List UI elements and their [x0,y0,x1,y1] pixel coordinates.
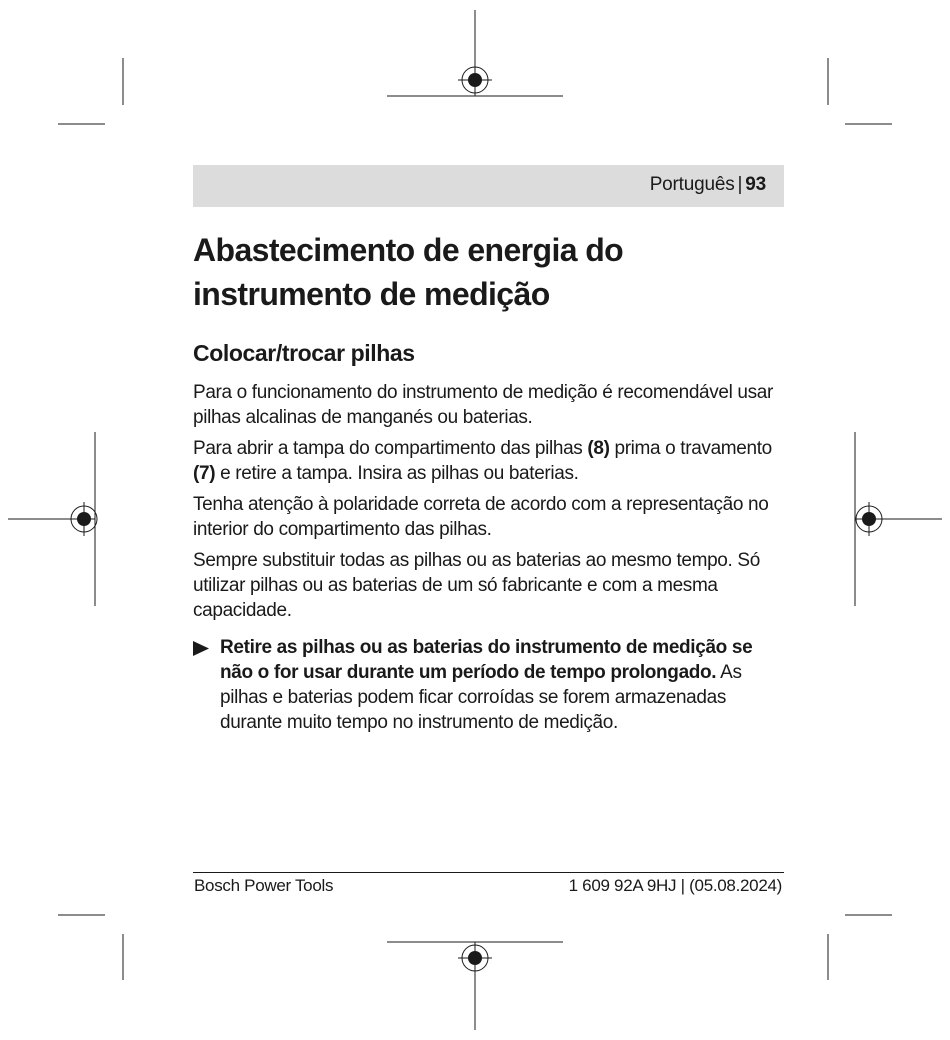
warning-item [193,635,788,735]
paragraph-open-cover-text-a: Para abrir a tampa do compartimento das pilhas [193,438,588,459]
header-separator: | [737,174,743,195]
header-language: Português [649,174,735,195]
paragraph-replace-all: Sempre substituir todas as pilhas ou as baterias ao mesmo tempo. Só utilizar pilhas ou as baterias de um só fabricante e com a mesma capacidade. [193,550,760,621]
warning-text: As pilhas e baterias podem ficar corroídas se forem armazenadas durante muito tempo no instrumento de medição. [220,662,742,733]
page-title: Abastecimento de energia do instrumento de medição [193,232,624,312]
reference-8: (8) [587,438,610,459]
footer-divider [193,872,784,873]
footer-brand: Bosch Power Tools [194,876,334,895]
paragraph-open-cover [193,436,788,486]
paragraph-polarity: Tenha atenção à polaridade correta de acordo com a representação no interior do compartimento das pilhas. [193,494,769,540]
header-text [650,174,766,196]
body-text [193,380,788,735]
paragraph-open-cover-text-c: e retire a tampa. Insira as pilhas ou baterias. [215,463,579,484]
footer-doc-id: 1 609 92A 9HJ | (05.08.2024) [568,876,782,895]
reference-7: (7) [193,463,216,484]
page-number: 93 [745,174,766,195]
paragraph-battery-recommendation: Para o funcionamento do instrumento de medição é recomendável usar pilhas alcalinas de manganés ou baterias. [193,382,773,428]
section-heading: Colocar/trocar pilhas [193,340,415,366]
page-header [193,165,784,207]
paragraph-open-cover-text-b: prima o travamento [609,438,772,459]
warning-bold-text: Retire as pilhas ou as baterias do instrumento de medição se não o for usar durante um período de tempo prolongado. [220,637,753,683]
warning-arrow-icon [193,641,209,656]
